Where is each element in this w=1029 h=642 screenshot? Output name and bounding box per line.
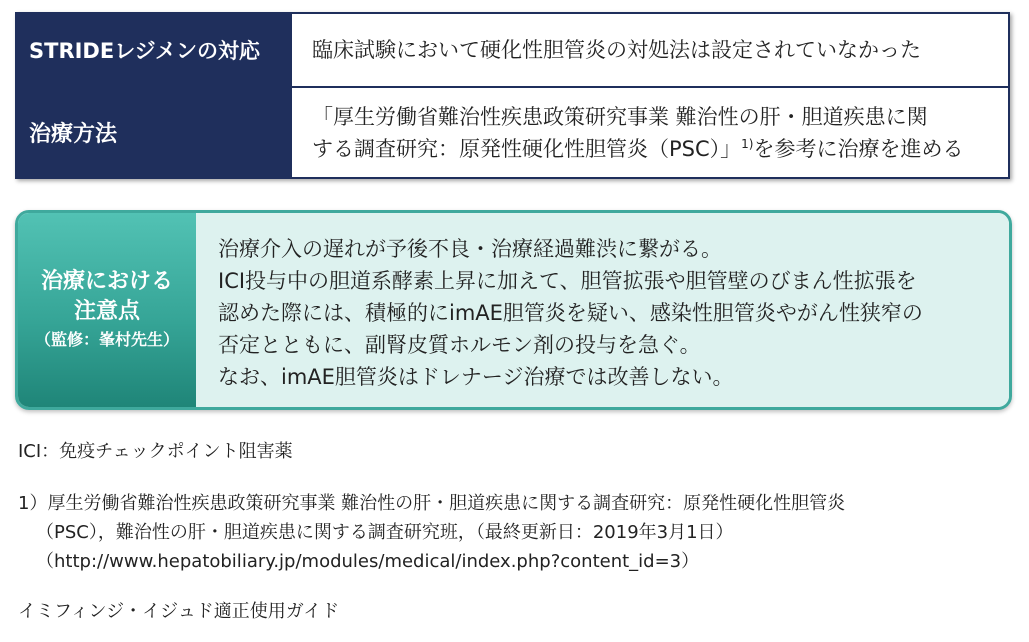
abbreviation-note: ICI：免疫チェックポイント阻害薬: [18, 441, 293, 462]
guide-title: イミフィンジ・イジュド適正使用ガイド: [18, 601, 340, 622]
stride-response-text: 臨床試験において硬化性胆管炎の対処法は設定されていなかった: [312, 38, 921, 62]
row-value-treatment: [292, 88, 1008, 177]
table-row-treatment: [17, 88, 1008, 177]
caution-header-supervisor: （監修：峯村先生）: [34, 330, 179, 349]
reference-note: [18, 489, 845, 576]
treatment-text-line2: [312, 133, 1008, 165]
caution-line: 治療介入の遅れが予後不良・治療経過難渋に繋がる。: [218, 237, 722, 261]
caution-line: なお、imAE胆管炎はドレナージ治療では改善しない。: [218, 365, 734, 389]
caution-box-header: [18, 213, 196, 407]
caution-box-body: [196, 213, 1009, 407]
caution-header-line1: 治療における: [40, 269, 173, 294]
treatment-text-line1: 「厚生労働省難治性疾患政策研究事業 難治性の肝・胆道疾患に関: [312, 104, 928, 129]
regimen-table: [15, 12, 1010, 179]
treatment-text-line2-pre: する調査研究：原発性硬化性胆管炎（PSC）」: [312, 136, 742, 161]
caution-line: 認めた際には、積極的にimAE胆管炎を疑い、感染性胆管炎やがん性狭窄の: [218, 301, 923, 325]
reference-superscript: 1): [741, 136, 754, 151]
reference-line1: 1）厚生労働省難治性疾患政策研究事業 難治性の肝・胆道疾患に関する調査研究：原発性硬化性胆管炎: [18, 493, 846, 514]
reference-line2: （PSC），難治性の肝・胆道疾患に関する調査研究班，（最終更新日：2019年3月1日）: [36, 522, 734, 543]
caution-line: ICI投与中の胆道系酵素上昇に加えて、胆管拡張や胆管壁のびまん性拡張を: [218, 269, 917, 293]
reference-url: （http://www.hepatobiliary.jp/modules/medical/index.php?content_id=3）: [36, 551, 700, 572]
row-header-treatment: 治療方法: [17, 88, 292, 177]
treatment-text-line2-post: を参考に治療を進める: [753, 136, 964, 161]
table-row-stride: [17, 14, 1008, 88]
caution-box: [15, 210, 1012, 410]
caution-line: 否定とともに、副腎皮質ホルモン剤の投与を急ぐ。: [218, 333, 701, 357]
row-value-stride: [292, 14, 1008, 86]
caution-header-line2: 注意点: [73, 299, 140, 324]
row-header-stride: STRIDEレジメンの対応: [17, 14, 292, 86]
